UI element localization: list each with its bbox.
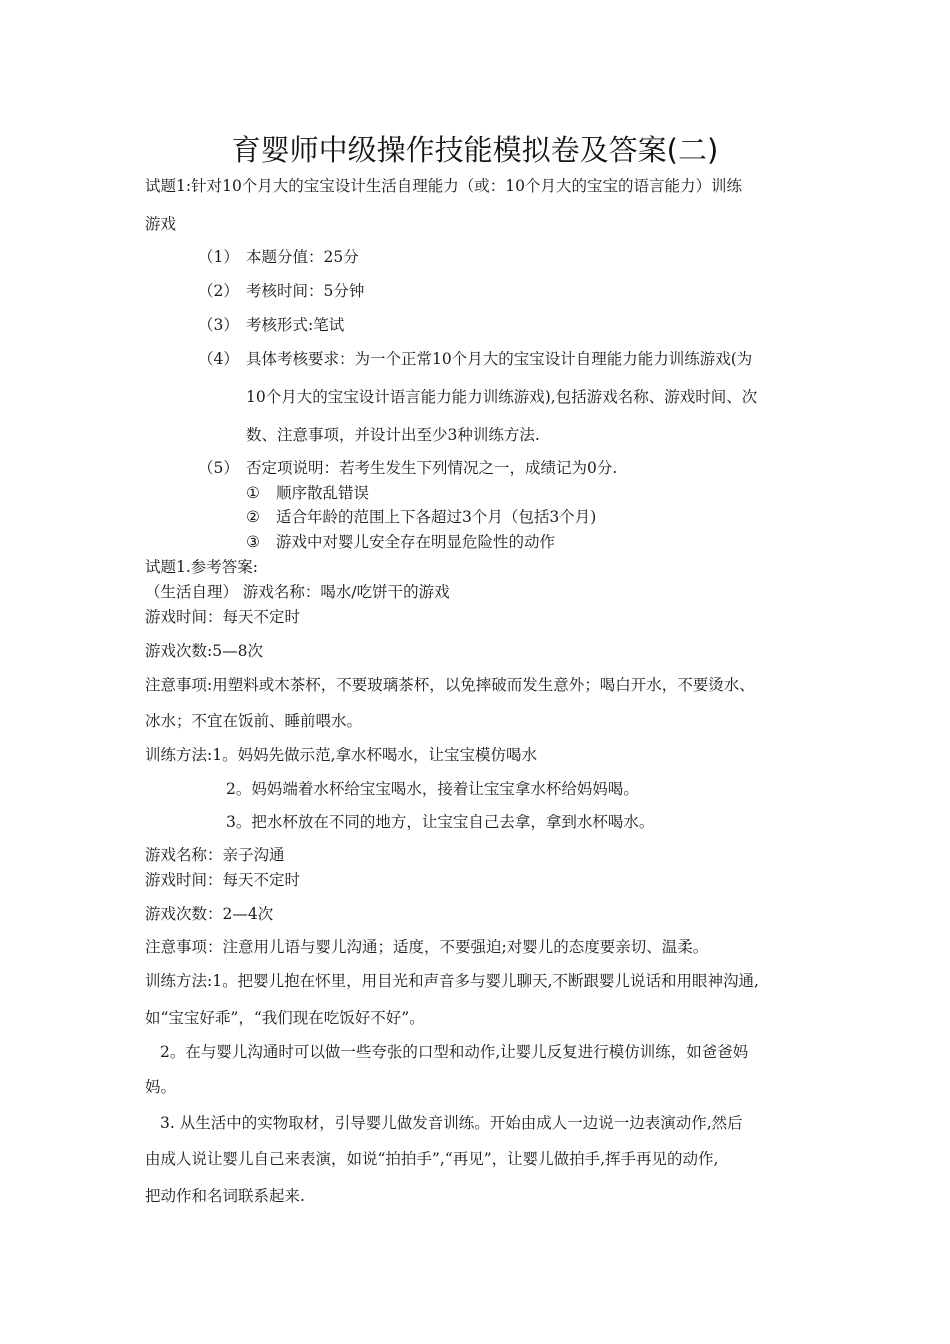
game1-method-1: 训练方法:1。妈妈先做示范,拿水杯喝水，让宝宝模仿喝水 <box>145 746 538 764</box>
requirement-item-4-line3: 数、注意事项，并设计出至少3种训练方法. <box>246 426 540 444</box>
item-number: （2） <box>198 282 239 300</box>
game2-method-1-line1: 训练方法:1。把婴儿抱在怀里，用目光和声音多与婴儿聊天,不断跟婴儿说话和用眼神沟通, <box>145 972 759 990</box>
game2-time: 游戏时间：每天不定时 <box>145 871 301 889</box>
item-text: 本题分值：25分 <box>246 248 359 266</box>
item-number: （4） <box>198 350 239 368</box>
requirement-item-3 <box>198 315 344 335</box>
item-text: 否定项说明：若考生发生下列情况之一，成绩记为0分. <box>246 459 618 477</box>
circled-number: ① <box>246 484 260 502</box>
negative-item-1 <box>246 483 369 503</box>
game2-method-1-line2: 如“宝宝好乖”，“我们现在吃饭好不好”。 <box>145 1009 425 1027</box>
game2-name: 游戏名称：亲子沟通 <box>145 846 285 864</box>
game1-time: 游戏时间：每天不定时 <box>145 608 301 626</box>
negative-text: 适合年龄的范围上下各超过3个月（包括3个月) <box>276 508 597 526</box>
circled-number: ③ <box>246 533 260 551</box>
circled-number: ② <box>246 508 260 526</box>
requirement-item-2 <box>198 281 364 301</box>
requirement-item-4 <box>198 349 752 369</box>
requirement-item-1 <box>198 247 359 267</box>
negative-item-2 <box>246 507 596 527</box>
negative-item-3 <box>246 532 555 552</box>
requirement-item-4-line2: 10个月大的宝宝设计语言能力能力训练游戏),包括游戏名称、游戏时间、次 <box>246 388 758 406</box>
game2-notes: 注意事项：注意用儿语与婴儿沟通；适度，不要强迫;对婴儿的态度要亲切、温柔。 <box>145 938 709 956</box>
game2-method-3-line2: 由成人说让婴儿自己来表演，如说“拍拍手”,“再见”，让婴儿做拍手,挥手再见的动作, <box>145 1150 719 1168</box>
item-number: （5） <box>198 459 239 477</box>
game1-notes-line2: 冰水；不宜在饭前、睡前喂水。 <box>145 712 363 730</box>
game2-count: 游戏次数：2—4次 <box>145 905 274 923</box>
requirement-item-5 <box>198 458 617 478</box>
negative-text: 顺序散乱错误 <box>276 484 370 502</box>
negative-text: 游戏中对婴儿安全存在明显危险性的动作 <box>276 533 556 551</box>
game1-count: 游戏次数:5—8次 <box>145 642 263 660</box>
game1-notes-line1: 注意事项:用塑料或木茶杯，不要玻璃茶杯，以免摔破而发生意外；喝白开水，不要烫水、 <box>145 676 755 694</box>
item-text: 考核形式:笔试 <box>246 316 345 334</box>
game2-method-2-line1: 2。在与婴儿沟通时可以做一些夸张的口型和动作,让婴儿反复进行模仿训练，如爸爸妈 <box>160 1043 749 1061</box>
item-number: （1） <box>198 248 239 266</box>
item-text: 考核时间：5分钟 <box>246 282 365 300</box>
game1-name: （生活自理） 游戏名称：喝水/吃饼干的游戏 <box>145 583 450 601</box>
question-stem-line2: 游戏 <box>145 215 177 233</box>
game1-method-2: 2。妈妈端着水杯给宝宝喝水，接着让宝宝拿水杯给妈妈喝。 <box>226 780 639 798</box>
item-text: 具体考核要求：为一个正常10个月大的宝宝设计自理能力能力训练游戏(为 <box>246 350 753 368</box>
answer-heading: 试题1.参考答案: <box>145 558 259 576</box>
game1-method-3: 3。把水杯放在不同的地方，让宝宝自己去拿，拿到水杯喝水。 <box>226 813 655 831</box>
page-title: 育婴师中级操作技能模拟卷及答案(二) <box>231 133 719 167</box>
game2-method-3-line1: 3. 从生活中的实物取材，引导婴儿做发音训练。开始由成人一边说一边表演动作,然后 <box>160 1114 743 1132</box>
question-stem-line1: 试题1:针对10个月大的宝宝设计生活自理能力（或：10个月大的宝宝的语言能力）训练 <box>145 177 743 195</box>
game2-method-3-line3: 把动作和名词联系起来. <box>145 1187 305 1205</box>
game2-method-2-line2: 妈。 <box>145 1078 177 1096</box>
item-number: （3） <box>198 316 239 334</box>
